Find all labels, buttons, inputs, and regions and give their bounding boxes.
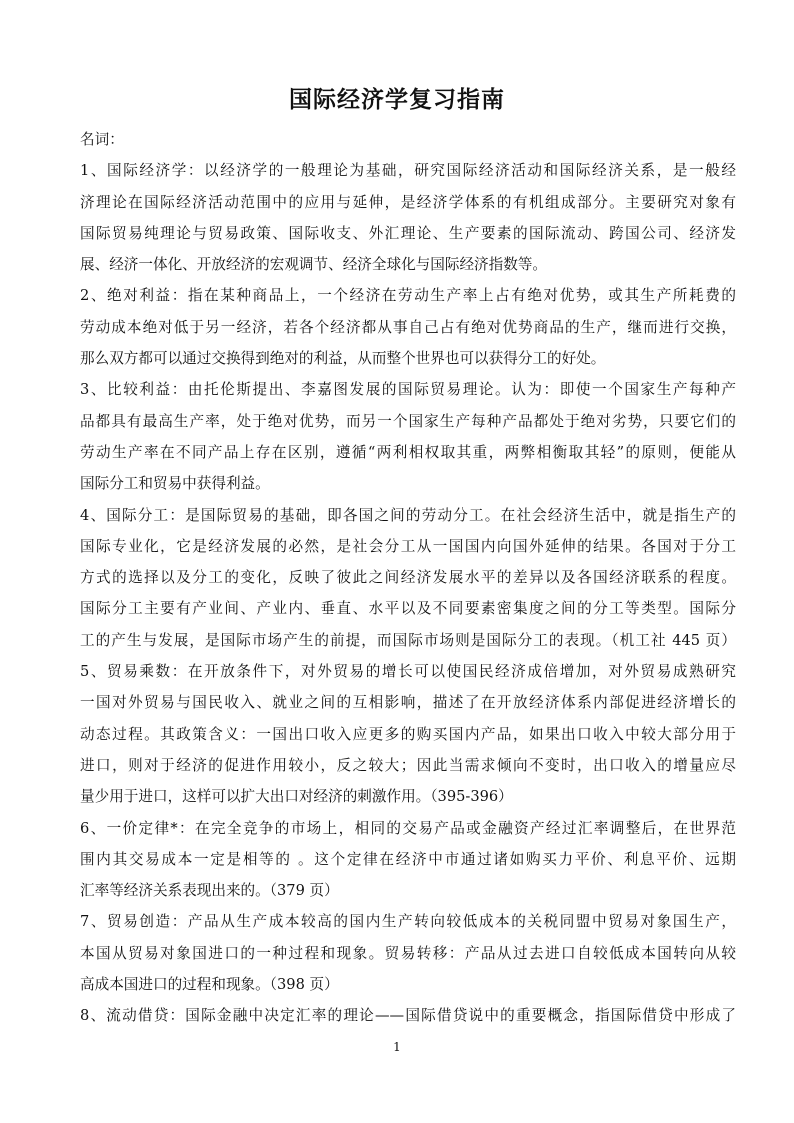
text-line: 方式的选择以及分工的变化，反映了彼此之间经济发展水平的差异以及各国经济联系的程度。 <box>80 569 736 587</box>
text-line: 国际分工和贸易中获得利益。 <box>80 475 270 493</box>
text-line: 5、贸易乘数：在开放条件下，对外贸易的增长可以使国民经济成倍增加，对外贸易成熟研究 <box>80 663 736 681</box>
text-line: 7、贸易创造：产品从生产成本较高的国内生产转向较低成本的关税同盟中贸易对象国生产， <box>80 913 736 931</box>
text-line: 动态过程。其政策含义：一国出口收入应更多的购买国内产品，如果出口收入中较大部分用于 <box>80 725 736 743</box>
text-line: 围内其交易成本一定是相等的 。这个定律在经济中市通过诸如购买力平价、利息平价、远期 <box>80 850 736 868</box>
text-line: 进口，则对于经济的促进作用较小，反之较大；因此当需求倾向不变时，出口收入的增量应尽 <box>80 756 736 774</box>
text-line: 工的产生与发展，是国际市场产生的前提，而国际市场则是国际分工的表现。（机工社 445 页） <box>80 631 736 649</box>
document-body <box>80 124 736 1032</box>
text-line: 1、国际经济学：以经济学的一般理论为基础，研究国际经济活动和国际经济关系，是一般经 <box>80 162 736 180</box>
document-title: 国际经济学复习指南 <box>289 87 505 113</box>
text-line: 3、比较利益：由托伦斯提出、李嘉图发展的国际贸易理论。认为：即使一个国家生产每种产 <box>80 381 736 399</box>
text-line: 高成本国进口的过程和现象。（398 页） <box>80 976 339 994</box>
text-line: 8、流动借贷：国际金融中决定汇率的理论——国际借贷说中的重要概念，指国际借贷中形成了 <box>80 1007 736 1025</box>
text-line: 6、一价定律*：在完全竞争的市场上，相同的交易产品或金融资产经过汇率调整后，在世界范 <box>80 819 736 837</box>
text-line: 国际专业化，它是经济发展的必然，是社会分工从一国国内向国外延伸的结果。各国对于分工 <box>80 537 736 555</box>
text-line: 本国从贸易对象国进口的一种过程和现象。贸易转移：产品从过去进口自较低成本国转向从较 <box>80 944 736 962</box>
text-line: 劳动生产率在不同产品上存在区别，遵循“两利相权取其重，两弊相衡取其轻”的原则，便能从 <box>80 443 736 461</box>
text-line: 国际分工主要有产业间、产业内、垂直、水平以及不同要素密集度之间的分工等类型。国际分 <box>80 600 736 618</box>
section-heading: 名词： <box>80 131 124 148</box>
text-line: 汇率等经济关系表现出来的。（379 页） <box>80 882 339 900</box>
text-line: 那么双方都可以通过交换得到绝对的利益，从而整个世界也可以获得分工的好处。 <box>80 350 606 368</box>
text-line: 一国对外贸易与国民收入、就业之间的互相影响，描述了在开放经济体系内部促进经济增长的 <box>80 694 736 712</box>
text-line: 品都具有最高生产率，处于绝对优势，而另一个国家生产每种产品都处于绝对劣势，只要它们的 <box>80 412 736 430</box>
text-line: 济理论在国际经济活动范围中的应用与延伸，是经济学体系的有机组成部分。主要研究对象有 <box>80 193 736 211</box>
text-line: 2、绝对利益：指在某种商品上，一个经济在劳动生产率上占有绝对优势，或其生产所耗费的 <box>80 287 736 305</box>
text-line: 量少用于进口，这样可以扩大出口对经济的刺激作用。（395-396） <box>80 788 513 806</box>
page-number: 1 <box>393 1040 401 1054</box>
text-line: 劳动成本绝对低于另一经济，若各个经济都从事自己占有绝对优势商品的生产，继而进行交换， <box>80 318 736 336</box>
text-line: 4、国际分工：是国际贸易的基础，即各国之间的劳动分工。在社会经济生活中，就是指生产的 <box>80 506 736 524</box>
text-line: 国际贸易纯理论与贸易政策、国际收支、外汇理论、生产要素的国际流动、跨国公司、经济发 <box>80 224 736 242</box>
text-line: 展、经济一体化、开放经济的宏观调节、经济全球化与国际经济指数等。 <box>80 256 548 274</box>
